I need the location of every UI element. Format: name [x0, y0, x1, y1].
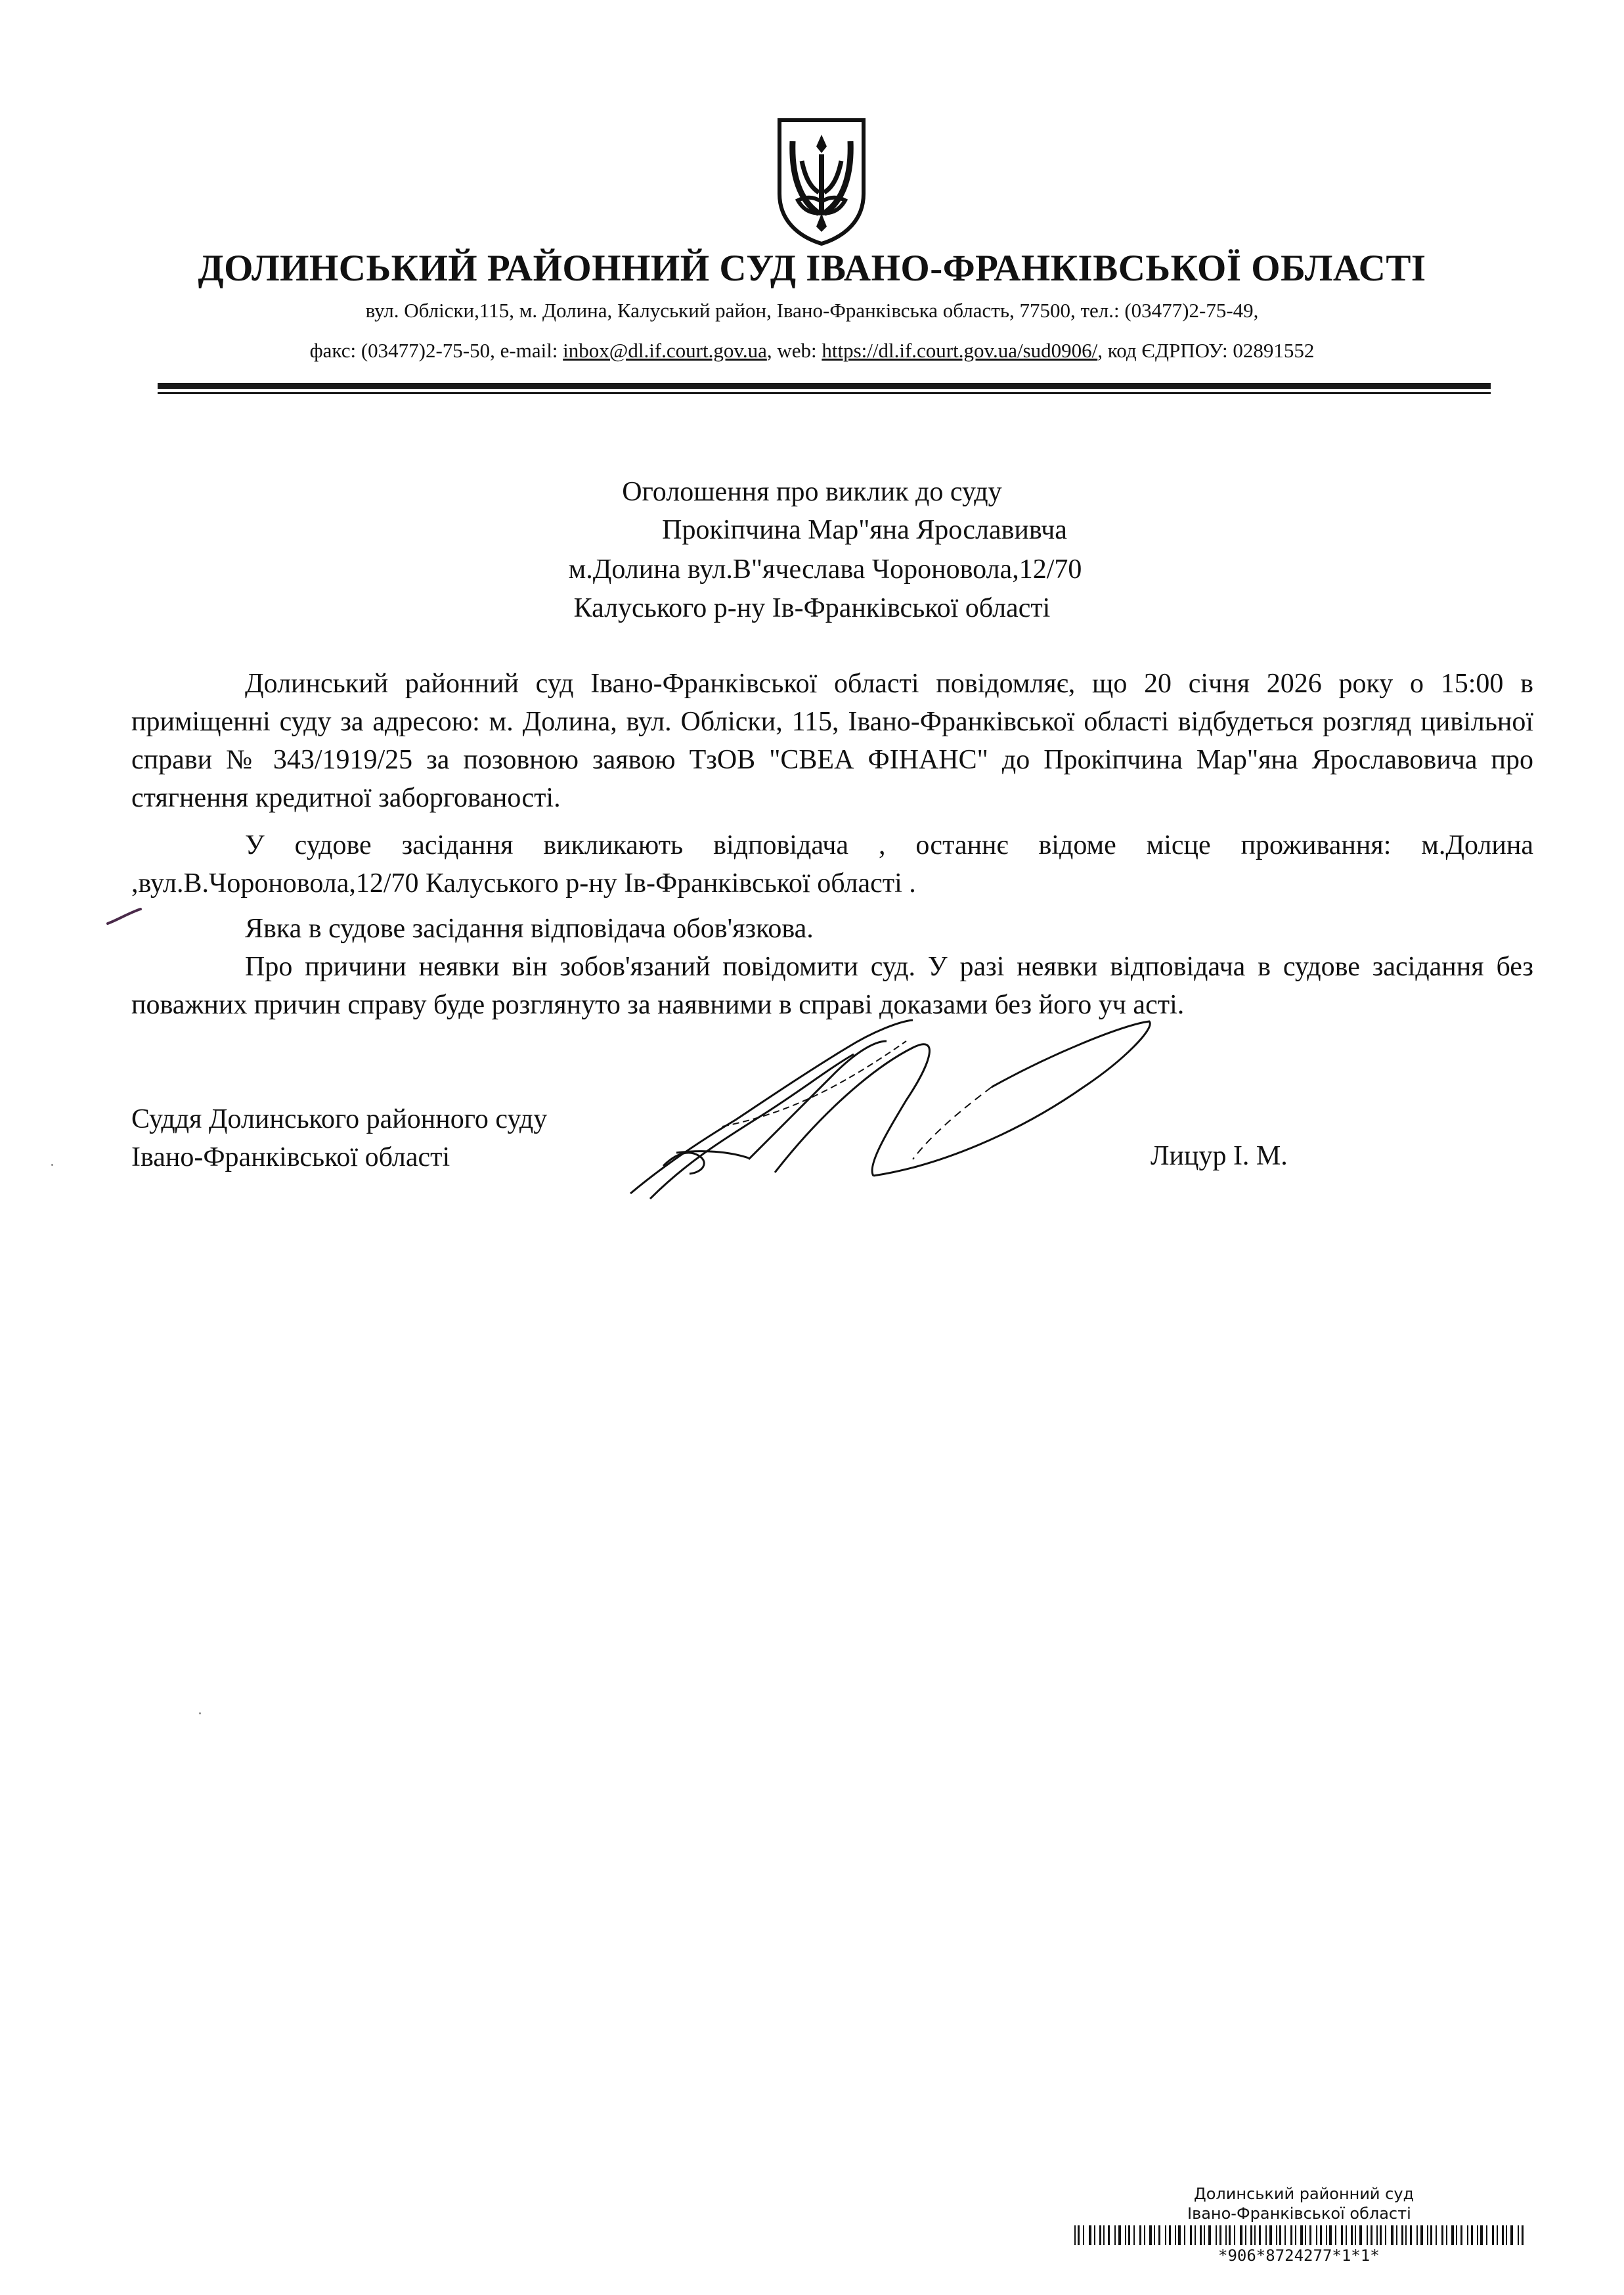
- judge-name: Лицур І. М.: [1151, 1141, 1288, 1171]
- barcode-bar: [1401, 2225, 1403, 2245]
- barcode-bar: [1154, 2225, 1155, 2245]
- barcode-bar: [1074, 2225, 1076, 2245]
- barcode-bar: [1178, 2225, 1181, 2245]
- barcode-bar: [1522, 2225, 1524, 2245]
- judge-position-line-2: Івано-Франківської області: [131, 1142, 450, 1172]
- barcode-bar: [1309, 2225, 1311, 2245]
- registry-stamp-court: Долинський районний суд: [1194, 2185, 1415, 2203]
- handwritten-signature: [624, 1002, 1162, 1205]
- barcode-bar: [1471, 2225, 1473, 2245]
- header-divider-thick: [158, 383, 1491, 389]
- barcode-bar: [1441, 2225, 1443, 2245]
- barcode-bar: [1320, 2225, 1322, 2245]
- barcode-bar: [1225, 2225, 1227, 2245]
- barcode-bar: [1380, 2225, 1382, 2245]
- barcode-bar: [1506, 2225, 1507, 2245]
- court-address: вул. Обліски,115, м. Долина, Калуський район, Івано-Франківська область, 77500, тел.: (03477)2-75-49,: [365, 299, 1259, 322]
- barcode-bar: [1158, 2225, 1160, 2245]
- barcode-bar: [1279, 2225, 1281, 2245]
- barcode-bar: [1391, 2225, 1394, 2245]
- barcode-bar: [1165, 2225, 1166, 2245]
- barcode-bar: [1430, 2225, 1432, 2245]
- barcode-bar: [1169, 2225, 1171, 2245]
- email-link[interactable]: inbox@dl.if.court.gov.ua: [563, 339, 767, 362]
- barcode-bar: [1200, 2225, 1202, 2245]
- barcode-bar: [1295, 2225, 1296, 2245]
- barcode-bar: [1518, 2225, 1519, 2245]
- barcode-bar: [1300, 2225, 1303, 2245]
- barcode-bar: [1497, 2225, 1498, 2245]
- barcode-bar: [1341, 2225, 1343, 2245]
- barcode-bar: [1125, 2225, 1126, 2245]
- barcode: [1074, 2225, 1533, 2245]
- scan-speck: [51, 1164, 53, 1166]
- barcode-bar: [1284, 2225, 1286, 2245]
- web-label: , web:: [766, 339, 822, 362]
- edrpou-code: , код ЄДРПОУ: 02891552: [1097, 339, 1315, 362]
- barcode-bar: [1195, 2225, 1196, 2245]
- registry-stamp-region: Івано-Франківської області: [1187, 2204, 1411, 2223]
- barcode-bar: [1329, 2225, 1332, 2245]
- barcode-bar: [1480, 2225, 1483, 2245]
- barcode-bar: [1276, 2225, 1277, 2245]
- notice-address-street: м.Долина вул.В"ячеслава Чороновола,12/70: [568, 554, 1082, 585]
- barcode-number: *906*8724277*1*1*: [1218, 2246, 1380, 2265]
- barcode-bar: [1184, 2225, 1185, 2245]
- barcode-bar: [1229, 2225, 1231, 2245]
- barcode-bar: [1133, 2225, 1135, 2245]
- barcode-bar: [1094, 2225, 1095, 2245]
- barcode-bar: [1078, 2225, 1080, 2245]
- barcode-bar: [1254, 2225, 1256, 2245]
- barcode-bar: [1118, 2225, 1121, 2245]
- barcode-bar: [1510, 2225, 1513, 2245]
- barcode-bar: [1427, 2225, 1428, 2245]
- body-paragraph-1: Долинський районний суд Івано-Франківської області повідомляє, що 20 січня 2026 року о 15:00 в приміщенні суду за адресою: м. Долина, вул. Обліски, 115, Івано-Франківської області відбудеться розгляд цивільної справи № 343/1919/25 за позовною заявою ТзОВ "СВЕА ФІНАНС" до Прокіпчина Мар"яна Ярославовича про стягнення кредитної заборгованості.: [131, 669, 1533, 813]
- barcode-bar: [1436, 2225, 1437, 2245]
- barcode-bar: [1359, 2225, 1362, 2245]
- body-paragraph-4: Про причини неявки він зобов'язаний повідомити суд. У разі неявки відповідача в судове засідання без поважних причин справу буде розглянуто за наявними в справі доказами без його уч асті.: [131, 952, 1533, 1020]
- notice-recipient: Прокіпчина Мар"яна Ярославивча: [662, 515, 1067, 545]
- notice-title: Оголошення про виклик до суду: [622, 477, 1002, 507]
- barcode-bar: [1477, 2225, 1478, 2245]
- barcode-bar: [1208, 2225, 1211, 2245]
- barcode-bar: [1144, 2225, 1145, 2245]
- barcode-bar: [1492, 2225, 1494, 2245]
- body-paragraph-3: Явка в судове засідання відповідача обов'язкова.: [245, 914, 814, 944]
- barcode-bar: [1219, 2225, 1221, 2245]
- barcode-bar: [1108, 2225, 1110, 2245]
- barcode-bar: [1128, 2225, 1130, 2245]
- barcode-bar: [1326, 2225, 1327, 2245]
- barcode-bar: [1204, 2225, 1205, 2245]
- barcode-bar: [1385, 2225, 1386, 2245]
- website-link[interactable]: https://dl.if.court.gov.ua/sud0906/: [822, 339, 1098, 362]
- court-contacts: [0, 339, 1624, 363]
- barcode-bar: [1351, 2225, 1353, 2245]
- barcode-bar: [1089, 2225, 1091, 2245]
- barcode-bar: [1371, 2225, 1372, 2245]
- fax-label: факс: (03477)2-75-50, e-mail:: [309, 339, 563, 362]
- scan-speck: [199, 1712, 201, 1714]
- barcode-bar: [1355, 2225, 1356, 2245]
- barcode-bar: [1250, 2225, 1252, 2245]
- judge-position-line-1: Суддя Долинського районного суду: [131, 1104, 548, 1134]
- barcode-bar: [1451, 2225, 1454, 2245]
- barcode-bar: [1467, 2225, 1468, 2245]
- barcode-bar: [1486, 2225, 1487, 2245]
- barcode-bar: [1456, 2225, 1457, 2245]
- court-name-heading: ДОЛИНСЬКИЙ РАЙОННИЙ СУД ІВАНО-ФРАНКІВСЬКОЇ ОБЛАСТІ: [198, 248, 1426, 289]
- barcode-bar: [1240, 2225, 1242, 2245]
- barcode-bar: [1149, 2225, 1152, 2245]
- barcode-bar: [1103, 2225, 1105, 2245]
- barcode-bar: [1175, 2225, 1176, 2245]
- barcode-bar: [1396, 2225, 1397, 2245]
- barcode-bar: [1269, 2225, 1272, 2245]
- notice-address-region: Калуського р-ну Ів-Франківської області: [573, 593, 1051, 623]
- barcode-bar: [1305, 2225, 1306, 2245]
- barcode-bar: [1083, 2225, 1084, 2245]
- barcode-bar: [1234, 2225, 1235, 2245]
- barcode-bar: [1460, 2225, 1462, 2245]
- barcode-bar: [1316, 2225, 1317, 2245]
- barcode-bar: [1376, 2225, 1378, 2245]
- barcode-bar: [1367, 2225, 1368, 2245]
- barcode-bar: [1114, 2225, 1116, 2245]
- barcode-bar: [1216, 2225, 1217, 2245]
- body-paragraph-2: У судове засідання викликають відповідача , останнє відоме місце проживання: м.Долина ,вул.В.Чороновола,12/70 Калуського р-ну Ів-Франківської області .: [131, 830, 1533, 899]
- barcode-bar: [1259, 2225, 1261, 2245]
- barcode-bar: [1190, 2225, 1192, 2245]
- barcode-bar: [1290, 2225, 1292, 2245]
- barcode-bar: [1245, 2225, 1246, 2245]
- barcode-bar: [1265, 2225, 1267, 2245]
- barcode-bar: [1335, 2225, 1336, 2245]
- trident-emblem-icon: [773, 115, 870, 246]
- header-divider-thin: [158, 392, 1491, 394]
- barcode-bar: [1502, 2225, 1504, 2245]
- barcode-bar: [1410, 2225, 1412, 2245]
- barcode-bar: [1346, 2225, 1347, 2245]
- pen-mark-icon: [105, 906, 144, 926]
- barcode-bar: [1405, 2225, 1407, 2245]
- barcode-bar: [1416, 2225, 1418, 2245]
- barcode-bar: [1420, 2225, 1423, 2245]
- barcode-bar: [1099, 2225, 1101, 2245]
- barcode-bar: [1139, 2225, 1141, 2245]
- barcode-bar: [1446, 2225, 1447, 2245]
